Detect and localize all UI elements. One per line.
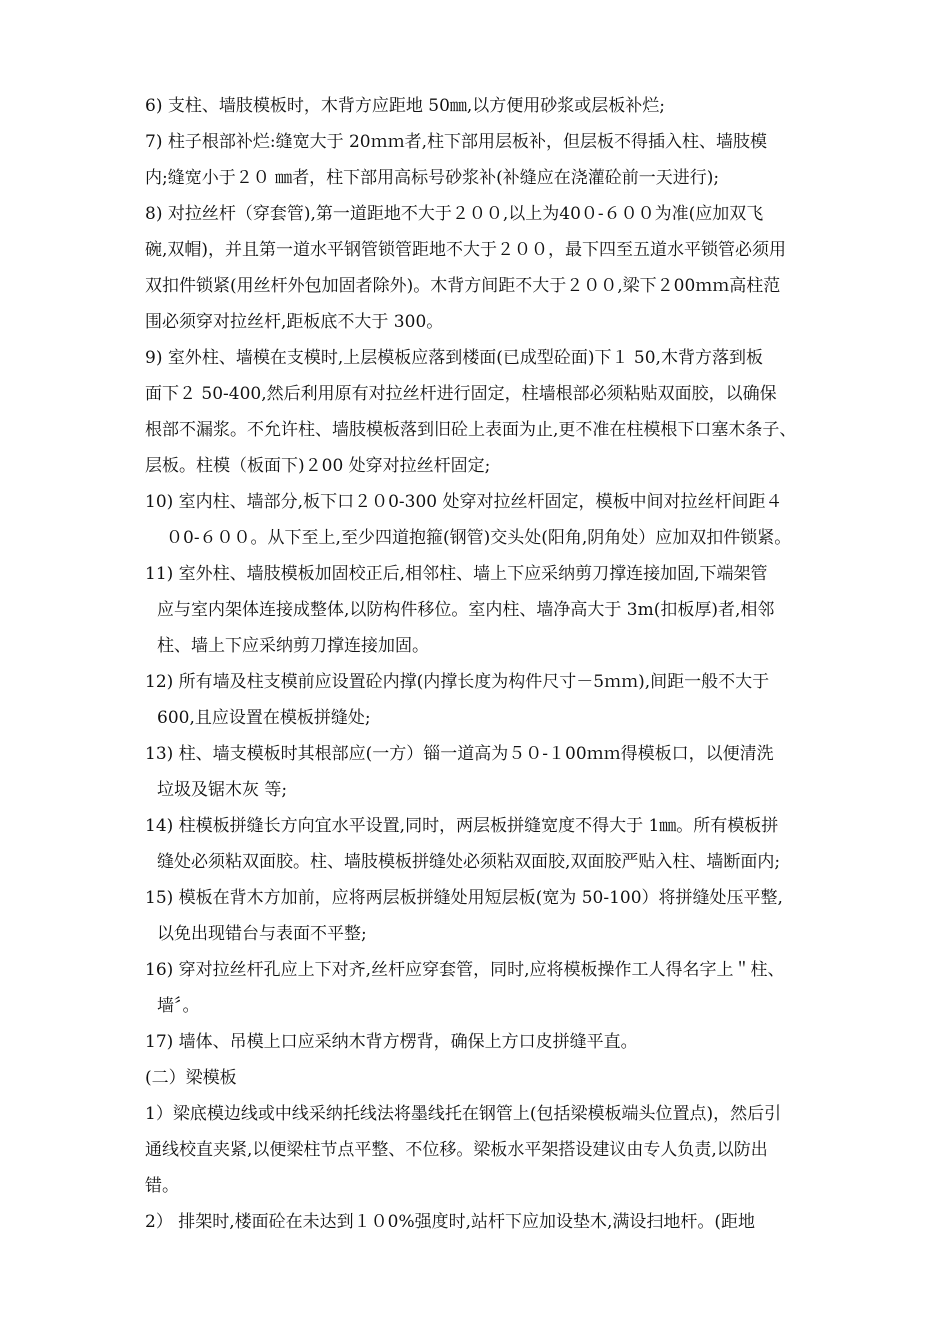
- text-line: 碗,双帽)，并且第一道水平钢管锁管距地不大于２００，最下四至五道水平锁管必须用: [145, 240, 787, 260]
- text-line: 17) 墙体、吊模上口应采纳木背方楞背，确保上方口皮拼缝平直。: [145, 1032, 638, 1052]
- text-line: 15) 模板在背木方加前，应将两层板拼缝处用短层板(宽为 50-100）将拼缝处压平整,: [145, 888, 783, 908]
- text-line: 14) 柱模板拼缝长方向宜水平设置,同时，两层板拼缝宽度不得大于 1㎜。所有模板拼: [145, 816, 779, 836]
- text-line: 13) 柱、墙支模板时其根部应(一方）锱一道高为５０-１00ｍｍ得模板口，以便清洗: [145, 744, 774, 764]
- text-line: 面下２ 50-400,然后利用原有对拉丝杆进行固定，柱墙根部必须粘贴双面胶，以确保: [145, 384, 777, 404]
- text-line: 垃圾及锯木灰 等;: [157, 780, 288, 800]
- text-line: 12) 所有墙及柱支模前应设置砼内撑(内撑长度为构件尺寸－5ｍｍ),间距一般不大于: [145, 672, 770, 692]
- section-heading: (二）梁模板: [145, 1068, 237, 1088]
- text-line: 柱、墙上下应采纳剪刀撑连接加固。: [157, 636, 429, 656]
- text-line: 内;缝宽小于２０ ㎜者，柱下部用高标号砂浆补(补缝应在浇灌砼前一天进行);: [145, 168, 720, 188]
- text-line: 6) 支柱、墙肢模板时，木背方应距地 50㎜,以方便用砂浆或层板补烂;: [145, 96, 666, 116]
- text-line: 墙〞。: [157, 996, 200, 1016]
- text-line: 8) 对拉丝杆（穿套管),第一道距地不大于２００,以上为40０-６００为准(应加双飞: [145, 204, 764, 224]
- text-line: 通线校直夹紧,以便梁柱节点平整、不位移。梁板水平架搭设建议由专人负责,以防出: [145, 1140, 768, 1160]
- text-line: 1）梁底模边线或中线采纳托线法将墨线托在钢管上(包括梁模板端头位置点)，然后引: [145, 1104, 782, 1124]
- text-line: 应与室内架体连接成整体,以防构件移位。室内柱、墙净高大于 3m(扣板厚)者,相邻: [157, 600, 775, 620]
- text-line: 围必须穿对拉丝杆,距板底不大于 300。: [145, 312, 444, 332]
- text-line: 错。: [145, 1176, 179, 1196]
- text-line: ０0-６００。从下至上,至少四道抱箍(钢管)交头处(阳角,阴角处）应加双扣件锁紧。: [166, 528, 792, 548]
- text-line: 600,且应设置在模板拼缝处;: [157, 708, 371, 728]
- text-line: 层板。柱模（板面下)２00 处穿对拉丝杆固定;: [145, 456, 491, 476]
- text-line: 16) 穿对拉丝杆孔应上下对齐,丝杆应穿套管，同时,应将模板操作工人得名字上＂柱、: [145, 960, 785, 980]
- text-line: 11) 室外柱、墙肢模板加固校正后,相邻柱、墙上下应采纳剪刀撑连接加固,下端架管: [145, 564, 768, 584]
- text-line: 2） 排架时,楼面砼在未达到１０0%强度时,站杆下应加设垫木,满设扫地杆。(距地: [145, 1212, 756, 1232]
- text-line: 10) 室内柱、墙部分,板下口２０0-300 处穿对拉丝杆固定，模板中间对拉丝杆间距４: [145, 492, 783, 512]
- text-line: 根部不漏浆。不允许柱、墙肢模板落到旧砼上表面为止,更不准在柱模根下口塞木条子、: [145, 420, 797, 440]
- text-line: 7) 柱子根部补烂:缝宽大于 20ｍｍ者,柱下部用层板补，但层板不得插入柱、墙肢模: [145, 132, 768, 152]
- text-line: 双扣件锁紧(用丝杆外包加固者除外)。木背方间距不大于２００,梁下２00ｍｍ高柱范: [145, 276, 781, 296]
- text-line: 缝处必须粘双面胶。柱、墙肢模板拼缝处必须粘双面胶,双面胶严贴入柱、墙断面内;: [157, 852, 781, 872]
- text-line: 9) 室外柱、墙模在支模时,上层模板应落到楼面(已成型砼面)下１ 50,木背方落到板: [145, 348, 763, 368]
- text-line: 以免出现错台与表面不平整;: [157, 924, 367, 944]
